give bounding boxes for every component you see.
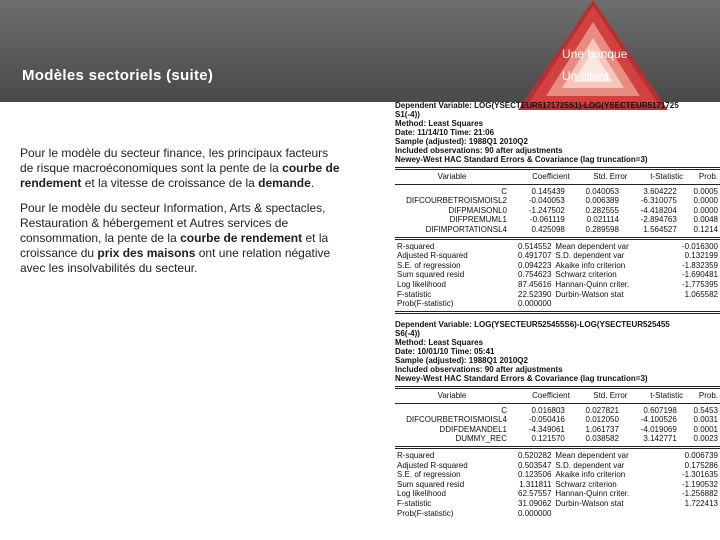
std-error-value: 0.027821	[585, 405, 619, 415]
table-row	[395, 261, 720, 271]
table-row	[395, 434, 720, 444]
stat-value: 0.175286	[684, 460, 718, 470]
stat-label: S.D. dependent var	[555, 251, 625, 261]
var-name: C	[501, 405, 507, 415]
table-row	[395, 270, 720, 280]
t-stat-value: -4.100526	[640, 415, 677, 425]
stat-value: 1.311811	[519, 479, 552, 489]
stat-label: S.E. of regression	[397, 470, 461, 480]
prob-value: 0.0001	[693, 424, 718, 434]
stat-label: R-squared	[397, 450, 435, 460]
prob-value: 0.5453	[693, 405, 718, 415]
stat-value: 0.754623	[518, 270, 552, 280]
stat-value	[663, 509, 720, 519]
table-row	[395, 187, 720, 197]
p2-bold-yield-curve: courbe de rendement	[180, 231, 303, 245]
summary-stats-table	[395, 451, 720, 518]
coef-value: 0.016803	[531, 405, 565, 415]
stat-value: 0.503547	[518, 460, 552, 470]
logo-text-bank: Une banque	[562, 47, 628, 61]
var-name: DUMMY_REC	[455, 434, 507, 444]
table-row	[395, 470, 720, 480]
stat-label: Schwarz criterion	[555, 479, 617, 489]
table-row	[395, 251, 720, 261]
coefficient-rows	[395, 187, 720, 235]
col-prob: Prob.	[698, 172, 718, 181]
stat-label: F-statistic	[397, 289, 432, 299]
date-line: Date: 11/14/10 Time: 21:06	[395, 128, 495, 137]
regression-header	[395, 320, 720, 383]
dependent-variable-cont: S1(-4))	[395, 110, 420, 119]
coefficient-table	[395, 172, 720, 182]
paragraph-finance	[20, 146, 340, 191]
page-title: Modèles sectoriels (suite)	[22, 67, 214, 84]
coef-value: -0.040053	[528, 196, 565, 206]
stat-label: Sum squared resid	[397, 479, 465, 489]
table-row	[395, 489, 720, 499]
table-header-row	[395, 391, 720, 401]
stat-value: 0.132199	[684, 251, 718, 261]
method-line: Method: Least Squares	[395, 119, 484, 128]
stat-label	[553, 299, 663, 309]
hac-line: Newey-West HAC Standard Errors & Covariance (lag truncation=3)	[395, 374, 648, 383]
t-stat-value: 3.142771	[643, 434, 677, 444]
table-row	[395, 461, 720, 471]
std-error-value: 0.038582	[585, 434, 619, 444]
stat-value: -1.190532	[681, 479, 718, 489]
observations-line: Included observations: 90 after adjustments	[395, 146, 563, 155]
table-row	[395, 242, 720, 252]
col-t-statistic: t-Statistic	[650, 172, 684, 181]
logo-text-client: Un client	[562, 69, 609, 83]
stat-label: Durbin-Watson stat	[555, 289, 624, 299]
t-stat-value: -2.894763	[640, 215, 677, 225]
stat-label: Schwarz criterion	[555, 270, 617, 280]
table-header-row	[395, 172, 720, 182]
stat-label: Hannan-Quinn criter.	[555, 279, 630, 289]
p2-text-c: et la croissance du	[20, 231, 329, 260]
std-error-value: 0.040053	[585, 186, 619, 196]
std-error-value: 1.061737	[585, 424, 619, 434]
stat-value: 0.491707	[518, 251, 552, 261]
col-coefficient: Coefficient	[532, 172, 570, 181]
sample-line: Sample (adjusted): 1988Q1 2010Q2	[395, 356, 528, 365]
var-name: C	[501, 186, 507, 196]
table-row	[395, 451, 720, 461]
stat-label: Sum squared resid	[397, 270, 465, 280]
stat-label: Hannan-Quinn criter.	[555, 489, 630, 499]
p1-bold-demand: demande	[258, 176, 311, 190]
paragraph-information-arts	[20, 201, 340, 276]
regression-output-information-arts	[395, 320, 720, 518]
prob-value: 0.0023	[693, 434, 718, 444]
col-coefficient: Coefficient	[532, 391, 570, 400]
stat-value: -1.832359	[681, 260, 718, 270]
col-variable: Variable	[437, 391, 467, 400]
coef-value: -0.061119	[530, 215, 565, 225]
std-error-value: 0.012050	[585, 415, 619, 425]
stat-value: 62.57557	[518, 489, 552, 499]
var-name: DIFPMAISONL0	[448, 205, 507, 215]
stat-value: 0.000000	[518, 508, 552, 518]
var-name: DIFIMPORTATIONSL4	[425, 224, 507, 234]
sample-line: Sample (adjusted): 1988Q1 2010Q2	[395, 137, 528, 146]
prob-value: 0.0005	[693, 186, 718, 196]
p2-text-e: ont une relation négative avec les insolvabilités du secteur.	[20, 246, 331, 275]
stat-value	[663, 299, 720, 309]
stat-label: Adjusted R-squared	[397, 460, 468, 470]
prob-value: 0.0048	[693, 215, 718, 225]
table-row	[395, 225, 720, 235]
table-row	[395, 299, 720, 309]
col-std-error: Std. Error	[593, 391, 628, 400]
stat-value: 1.065582	[684, 289, 718, 299]
p1-text-c: et la vitesse de croissance de la	[81, 176, 259, 190]
p1-text-a: Pour le modèle du secteur finance, les principaux facteurs de risque macroéconomiques sont la pente de la	[20, 146, 329, 175]
t-stat-value: -6.310075	[640, 196, 677, 206]
std-error-value: 0.006389	[585, 196, 619, 206]
stat-label: S.D. dependent var	[555, 460, 625, 470]
stat-label	[553, 509, 663, 519]
table-row	[395, 280, 720, 290]
stat-label: Mean dependent var	[555, 241, 629, 251]
t-stat-value: 3.604222	[643, 186, 677, 196]
p1-bold-yield-curve: courbe de rendement	[20, 161, 340, 190]
t-stat-value: -4.019069	[640, 424, 677, 434]
stat-value: 0.123506	[518, 470, 552, 480]
coefficient-rows	[395, 406, 720, 444]
var-name: DIFPREMUML1	[449, 215, 507, 225]
t-stat-value: 0.607198	[643, 405, 677, 415]
stat-label: Akaike info criterion	[555, 260, 626, 270]
col-std-error: Std. Error	[593, 172, 628, 181]
date-line: Date: 10/01/10 Time: 05:41	[395, 347, 495, 356]
dependent-variable-line: Dependent Variable: LOG(YSECTEUR5171725S1)-LOG(YSECTEUR5171725	[395, 101, 679, 110]
summary-stats-table	[395, 242, 720, 309]
stat-value: -1.775395	[681, 279, 718, 289]
std-error-value: 0.021114	[586, 215, 619, 225]
stat-value: -1.690481	[681, 270, 718, 280]
stat-value: 0.000000	[518, 299, 552, 309]
p2-bold-house-prices: prix des maisons	[97, 246, 196, 260]
method-line: Method: Least Squares	[395, 338, 484, 347]
coef-value: 0.425098	[531, 224, 565, 234]
stat-value: 0.094223	[518, 260, 552, 270]
col-prob: Prob.	[698, 391, 718, 400]
table-row	[395, 480, 720, 490]
stat-label: Durbin-Watson stat	[555, 498, 624, 508]
col-t-statistic: t-Statistic	[650, 391, 684, 400]
table-row	[395, 206, 720, 216]
stat-value: 0.006739	[684, 450, 718, 460]
stat-value: 22.52390	[518, 289, 552, 299]
stat-label: Prob(F-statistic)	[397, 299, 454, 309]
table-row	[395, 196, 720, 206]
observations-line: Included observations: 90 after adjustments	[395, 365, 563, 374]
stat-label: Akaike info criterion	[555, 470, 626, 480]
stat-label: Mean dependent var	[555, 450, 629, 460]
table-row	[395, 406, 720, 416]
coef-value: -4.349061	[528, 424, 565, 434]
table-row	[395, 290, 720, 300]
table-row	[395, 425, 720, 435]
var-name: DDIFDEMANDEL1	[439, 424, 507, 434]
stat-label: R-squared	[397, 241, 435, 251]
dependent-variable-cont: S6(-4))	[395, 329, 420, 338]
coef-value: -0.050416	[528, 415, 565, 425]
stat-value: 1.722413	[684, 498, 718, 508]
stat-label: Adjusted R-squared	[397, 251, 468, 261]
stat-value: -1.301635	[681, 470, 718, 480]
prob-value: 0.1214	[693, 224, 718, 234]
std-error-value: 0.289598	[585, 224, 619, 234]
table-row	[395, 415, 720, 425]
coef-value: -1.247502	[528, 205, 565, 215]
coefficient-table	[395, 391, 720, 401]
stat-value: 87.45616	[518, 279, 552, 289]
prob-value: 0.0000	[693, 196, 718, 206]
table-row	[395, 509, 720, 519]
var-name: DIFCOURBETROISMOISL4	[406, 415, 507, 425]
coef-value: 0.121570	[531, 434, 565, 444]
dependent-variable-line: Dependent Variable: LOG(YSECTEUR525455S6)-LOG(YSECTEUR525455	[395, 320, 670, 329]
stat-label: S.E. of regression	[397, 260, 461, 270]
regression-header	[395, 101, 720, 164]
stat-value: 0.520282	[518, 450, 552, 460]
t-stat-value: 1.564527	[643, 224, 677, 234]
prob-value: 0.0000	[693, 205, 718, 215]
stat-label: Prob(F-statistic)	[397, 508, 454, 518]
prob-value: 0.0031	[693, 415, 718, 425]
coef-value: 0.145439	[531, 186, 565, 196]
col-variable: Variable	[437, 172, 467, 181]
stat-value: 31.09062	[518, 498, 552, 508]
std-error-value: 0.282555	[585, 205, 619, 215]
stat-value: 0.514552	[518, 241, 552, 251]
table-row	[395, 499, 720, 509]
stat-label: F-statistic	[397, 498, 432, 508]
t-stat-value: -4.418204	[640, 205, 677, 215]
var-name: DIFCOURBETROISMOISL2	[406, 196, 507, 206]
stat-value: -0.016300	[681, 241, 718, 251]
stat-label: Log likelihood	[397, 489, 446, 499]
hac-line: Newey-West HAC Standard Errors & Covariance (lag truncation=3)	[395, 155, 648, 164]
stat-value: -1.256882	[681, 489, 718, 499]
p1-text-e: .	[310, 176, 315, 190]
stat-label: Log likelihood	[397, 279, 446, 289]
table-row	[395, 215, 720, 225]
regression-output-finance	[395, 101, 720, 316]
p2-text-a: Pour le modèle du secteur Information, Arts & spectacles, Restauration & hébergement et Autres services de consommation, la pente de la	[20, 201, 326, 245]
